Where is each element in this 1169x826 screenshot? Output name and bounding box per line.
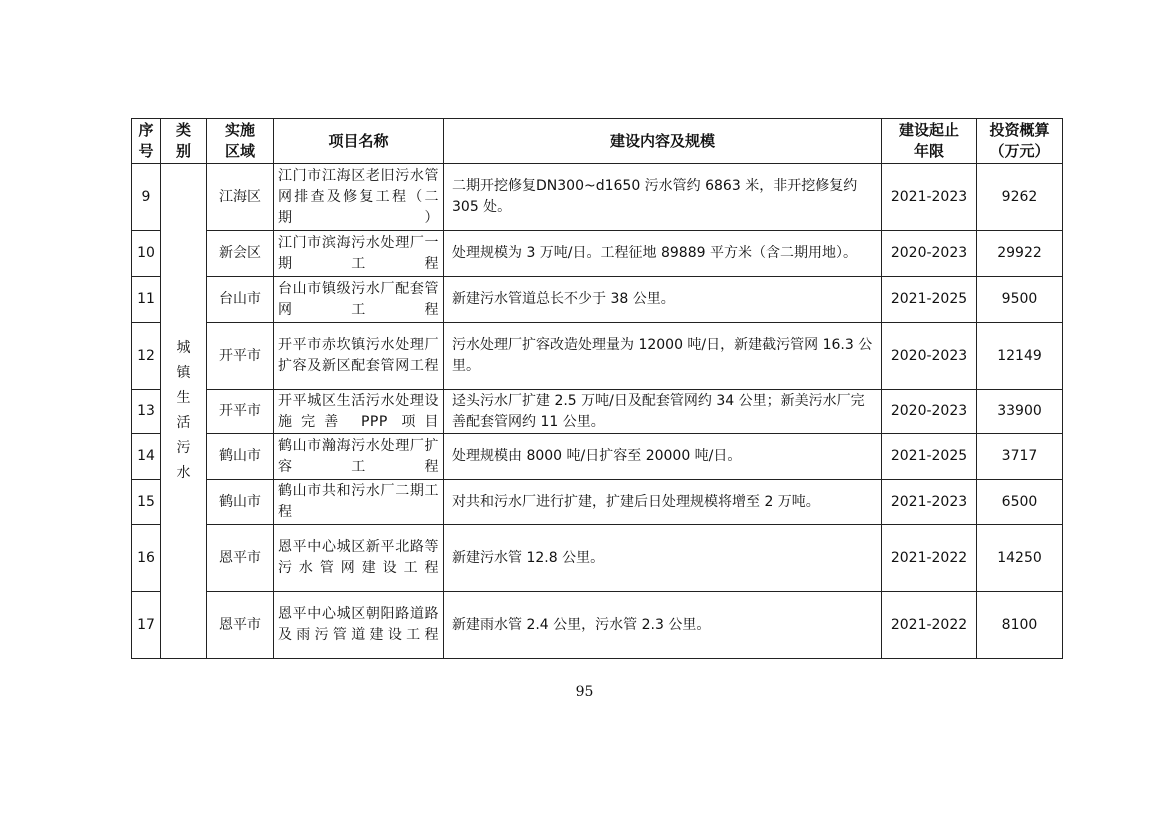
table-row	[132, 323, 1063, 390]
row-invest: 12149	[977, 323, 1063, 390]
row-project-name: 台山市镇级污水厂配套管网工程	[274, 277, 444, 323]
row-seq: 9	[132, 164, 161, 231]
header-row	[132, 119, 1063, 164]
row-content: 污水处理厂扩容改造处理量为 12000 吨/日，新建截污管网 16.3 公里。	[444, 323, 882, 390]
category-cell	[161, 164, 207, 659]
row-area: 鹤山市	[207, 480, 274, 525]
header-invest: 投资概算 （万元）	[977, 119, 1063, 164]
category-char: 水	[176, 465, 191, 481]
category-char: 城	[176, 340, 191, 356]
row-content: 对共和污水厂进行扩建，扩建后日处理规模将增至 2 万吨。	[444, 480, 882, 525]
row-content: 二期开挖修复DN300~d1650 污水管约 6863 米，非开挖修复约 305 处。	[444, 164, 882, 231]
table-row	[132, 480, 1063, 525]
row-content: 新建雨水管 2.4 公里，污水管 2.3 公里。	[444, 592, 882, 659]
row-content: 新建污水管 12.8 公里。	[444, 525, 882, 592]
row-seq: 10	[132, 231, 161, 277]
row-seq: 11	[132, 277, 161, 323]
row-project-name: 开平市赤坎镇污水处理厂扩容及新区配套管网工程	[274, 323, 444, 390]
row-invest: 33900	[977, 390, 1063, 434]
row-period: 2021-2023	[882, 164, 977, 231]
category-char: 生	[176, 390, 191, 406]
row-content: 迳头污水厂扩建 2.5 万吨/日及配套管网约 34 公里；新美污水厂完善配套管网约 11 公里。	[444, 390, 882, 434]
row-area: 恩平市	[207, 592, 274, 659]
table-row	[132, 164, 1063, 231]
row-project-name: 恩平中心城区新平北路等污水管网建设工程	[274, 525, 444, 592]
row-seq: 17	[132, 592, 161, 659]
row-area: 新会区	[207, 231, 274, 277]
row-area: 台山市	[207, 277, 274, 323]
row-content: 处理规模为 3 万吨/日。工程征地 89889 平方米（含二期用地）。	[444, 231, 882, 277]
table-row	[132, 277, 1063, 323]
table-row	[132, 231, 1063, 277]
row-seq: 14	[132, 434, 161, 480]
row-period: 2020-2023	[882, 390, 977, 434]
row-area: 江海区	[207, 164, 274, 231]
row-project-name: 江门市江海区老旧污水管网排查及修复工程（二期）	[274, 164, 444, 231]
header-name: 项目名称	[274, 119, 444, 164]
header-period: 建设起止 年限	[882, 119, 977, 164]
row-invest: 9262	[977, 164, 1063, 231]
header-category: 类 别	[161, 119, 207, 164]
row-seq: 16	[132, 525, 161, 592]
table-row	[132, 525, 1063, 592]
row-area: 恩平市	[207, 525, 274, 592]
row-invest: 9500	[977, 277, 1063, 323]
project-table	[131, 118, 1063, 659]
row-project-name: 鹤山市瀚海污水处理厂扩容工程	[274, 434, 444, 480]
row-period: 2021-2025	[882, 434, 977, 480]
row-period: 2021-2023	[882, 480, 977, 525]
table-row	[132, 390, 1063, 434]
row-period: 2020-2023	[882, 323, 977, 390]
row-invest: 3717	[977, 434, 1063, 480]
row-area: 开平市	[207, 390, 274, 434]
header-area: 实施 区域	[207, 119, 274, 164]
row-area: 开平市	[207, 323, 274, 390]
header-seq: 序 号	[132, 119, 161, 164]
category-char: 活	[176, 415, 191, 431]
row-project-name: 江门市滨海污水处理厂一期工程	[274, 231, 444, 277]
header-content: 建设内容及规模	[444, 119, 882, 164]
page-number: 95	[575, 684, 594, 700]
table-row	[132, 434, 1063, 480]
row-project-name: 开平城区生活污水处理设施完善 PPP 项目	[274, 390, 444, 434]
row-area: 鹤山市	[207, 434, 274, 480]
row-project-name: 恩平中心城区朝阳路道路及雨污管道建设工程	[274, 592, 444, 659]
row-content: 新建污水管道总长不少于 38 公里。	[444, 277, 882, 323]
row-invest: 8100	[977, 592, 1063, 659]
table-row	[132, 592, 1063, 659]
row-period: 2021-2022	[882, 525, 977, 592]
row-seq: 15	[132, 480, 161, 525]
row-invest: 29922	[977, 231, 1063, 277]
row-period: 2021-2022	[882, 592, 977, 659]
row-seq: 12	[132, 323, 161, 390]
row-invest: 14250	[977, 525, 1063, 592]
row-project-name: 鹤山市共和污水厂二期工程	[274, 480, 444, 525]
row-content: 处理规模由 8000 吨/日扩容至 20000 吨/日。	[444, 434, 882, 480]
row-period: 2020-2023	[882, 231, 977, 277]
row-period: 2021-2025	[882, 277, 977, 323]
category-char: 镇	[176, 365, 191, 381]
row-invest: 6500	[977, 480, 1063, 525]
row-seq: 13	[132, 390, 161, 434]
category-char: 污	[176, 440, 191, 456]
